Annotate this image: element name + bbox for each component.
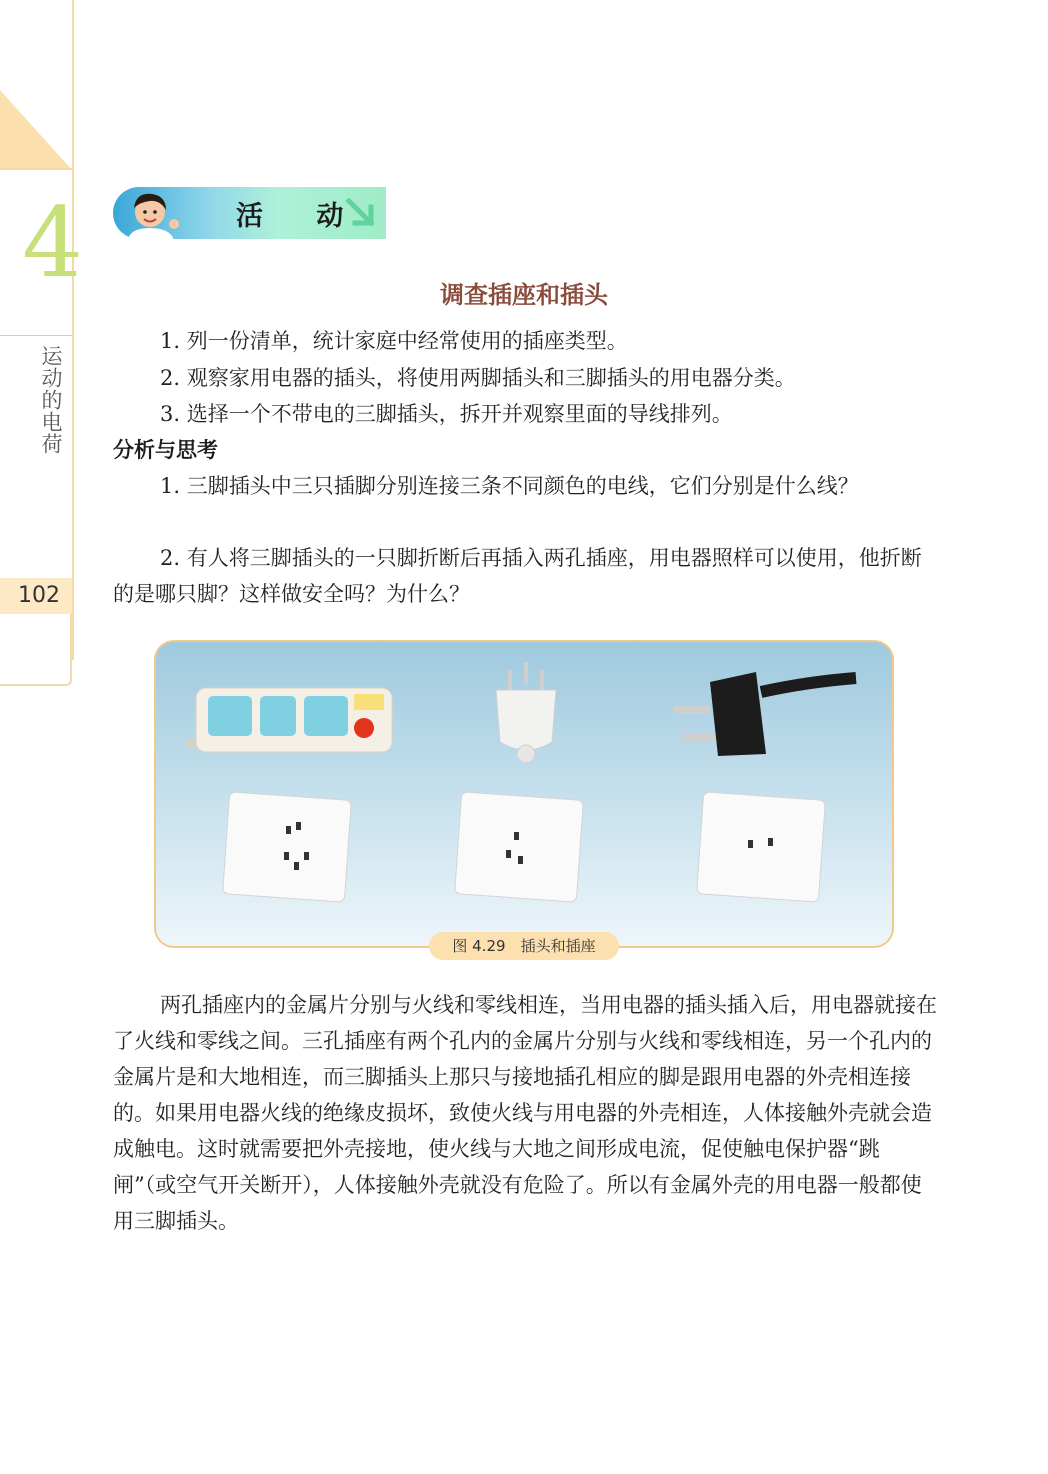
analysis-question-2: 2. 有人将三脚插头的一只脚折断后再插入两孔插座，用电器照样可以使用，他折断的是哪只脚？这样做安全吗？为什么？ [113, 546, 922, 606]
analysis-heading: 分析与思考 [113, 438, 218, 462]
activity-label: 活 动 [236, 201, 366, 232]
five-hole-socket-icon [455, 792, 584, 902]
section-title [0, 275, 1048, 310]
list-item: 1. 列一份清单，统计家庭中经常使用的插座类型。 [160, 329, 628, 353]
chapter-title: 运动的电荷 [39, 345, 63, 455]
figure-plugs-and-sockets [154, 640, 894, 948]
child-avatar-icon [120, 188, 182, 240]
page-number: 102 [18, 583, 60, 608]
margin-divider [0, 168, 72, 170]
body-paragraph: 两孔插座内的金属片分别与火线和零线相连，当用电器的插头插入后，用电器就接在了火线和零线之间。三孔插座有两个孔内的金属片分别与火线和零线相连，另一个孔内的金属片是和大地相连，而三脚插头上那只与接地插孔相应的脚是跟用电器的外壳相连接的。如果用电器火线的绝缘皮损坏，致使火线与用电器的外壳相连，人体接触外壳就会造成触电。这时就需要把外壳接地，使火线与大地之间形成电流，促使触电保护器“跳闸”（或空气开关断开），人体接触外壳就没有危险了。所以有金属外壳的用电器一般都使用三脚插头。 [113, 993, 937, 1233]
chapter-number: 4 [22, 187, 84, 299]
chapter-separator [0, 335, 72, 336]
figure-caption: 图 4.29 插头和插座 [429, 932, 619, 960]
five-hole-socket-icon [223, 792, 352, 902]
three-pin-plug-icon [496, 662, 556, 763]
section-title-text: 调查插座和插头 [440, 281, 608, 309]
analysis-question-1: 1. 三脚插头中三只插脚分别连接三条不同颜色的电线，它们分别是什么线？ [160, 474, 859, 498]
two-pin-plug-icon [674, 672, 856, 756]
list-item: 3. 选择一个不带电的三脚插头，拆开并观察里面的导线排列。 [160, 402, 733, 426]
arrow-down-right-icon [345, 197, 379, 231]
margin-bottom-decoration [0, 614, 72, 686]
two-hole-socket-icon [697, 792, 826, 902]
power-strip-icon [186, 688, 392, 752]
margin-corner-decoration [0, 90, 72, 170]
list-item: 2. 观察家用电器的插头，将使用两脚插头和三脚插头的用电器分类。 [160, 366, 796, 390]
margin-line [72, 0, 74, 660]
